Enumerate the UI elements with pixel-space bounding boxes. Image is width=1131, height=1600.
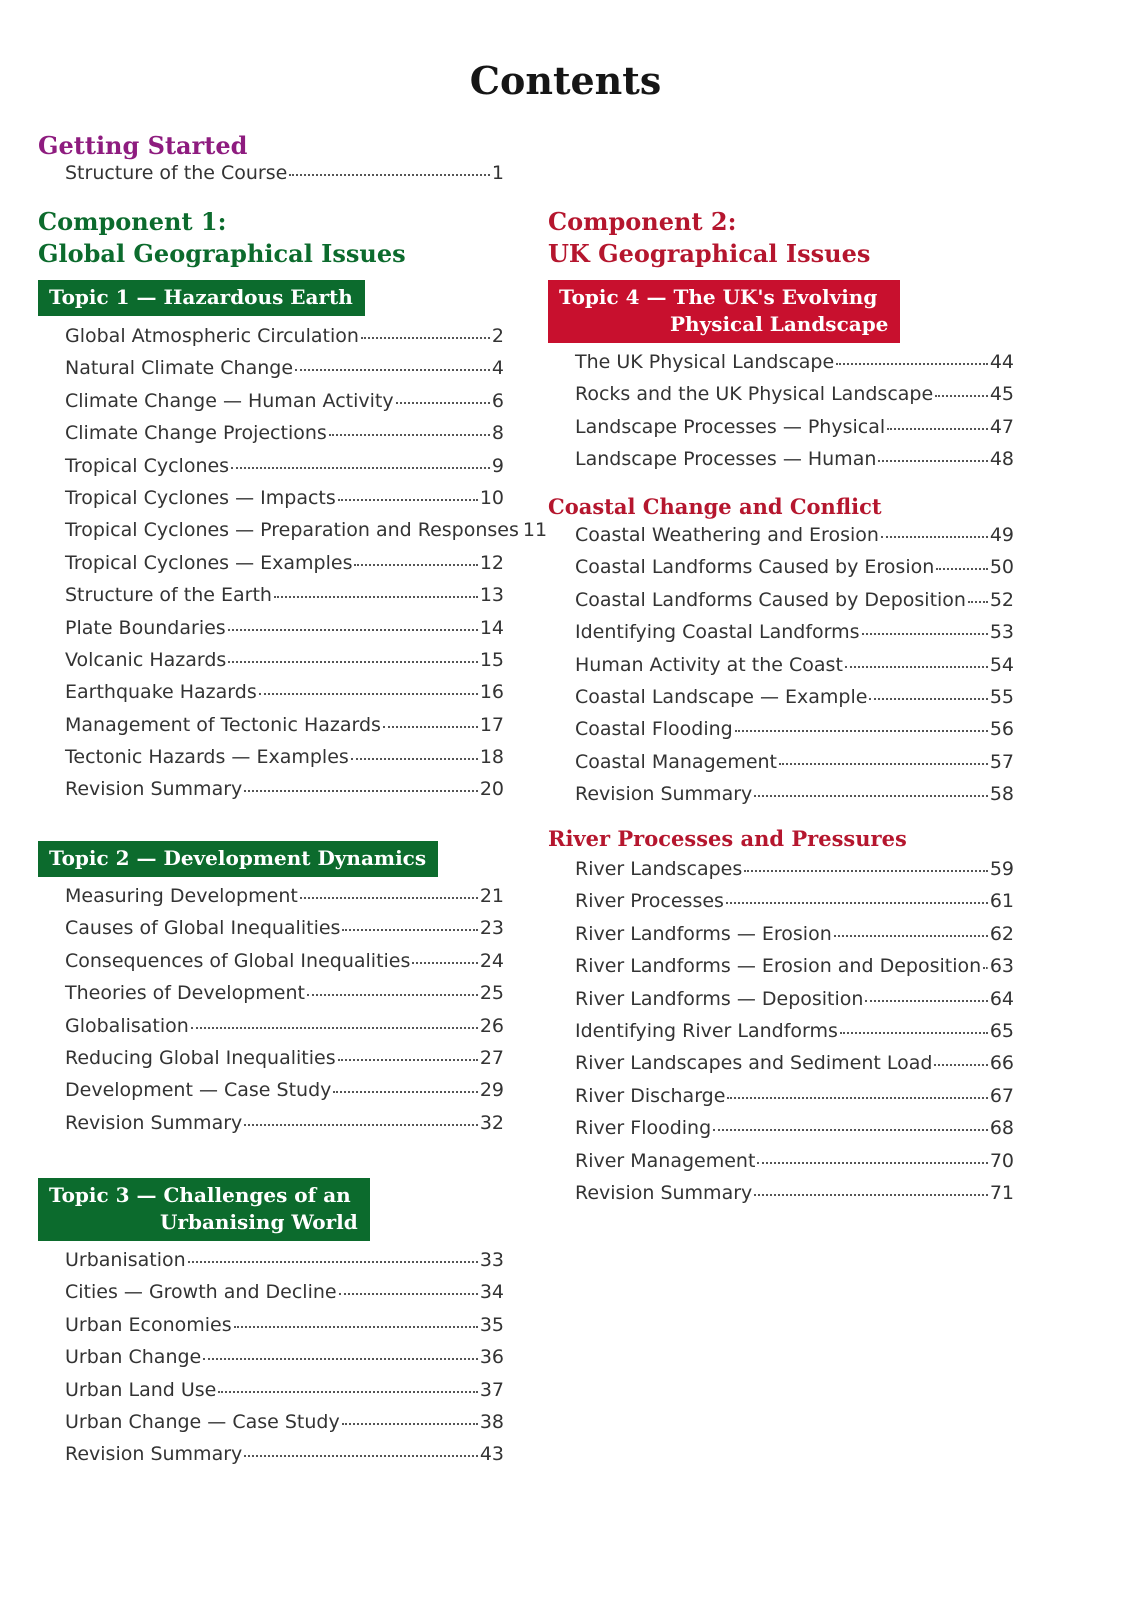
toc-entry-title: Climate Change Projections bbox=[65, 422, 327, 445]
toc-entry bbox=[65, 917, 504, 949]
toc-entry-page: 47 bbox=[989, 415, 1014, 438]
toc-entry bbox=[575, 783, 1014, 815]
topic-2-banner bbox=[38, 841, 438, 877]
getting-started-section bbox=[38, 130, 504, 194]
river-heading: River Processes and Pressures bbox=[548, 826, 907, 851]
toc-entry-page: 9 bbox=[491, 454, 504, 477]
toc-entry bbox=[575, 589, 1014, 621]
dot-leader bbox=[754, 795, 988, 797]
dot-leader bbox=[862, 633, 988, 635]
toc-entry-title: Revision Summary bbox=[65, 1443, 243, 1466]
toc-entry-page: 62 bbox=[989, 922, 1014, 945]
toc-entry-page: 8 bbox=[491, 422, 504, 445]
component-1-heading bbox=[38, 206, 406, 270]
toc-entry-title: Earthquake Hazards bbox=[65, 681, 257, 704]
dot-leader bbox=[244, 790, 478, 792]
toc-entry bbox=[575, 383, 1014, 415]
dot-leader bbox=[307, 994, 478, 996]
dot-leader bbox=[234, 1326, 478, 1328]
toc-entry bbox=[575, 556, 1014, 588]
toc-entry-page: 35 bbox=[479, 1313, 504, 1336]
component-1-heading-line1: Component 1: bbox=[38, 207, 227, 236]
dot-leader bbox=[934, 1064, 987, 1066]
toc-entry-title: River Landforms — Deposition bbox=[575, 987, 864, 1010]
toc-entry-title: Development — Case Study bbox=[65, 1079, 332, 1102]
component-2-heading-line1: Component 2: bbox=[548, 207, 737, 236]
dot-leader bbox=[361, 337, 490, 339]
toc-entry-title: Tropical Cyclones — Examples bbox=[65, 551, 353, 574]
toc-entry-page: 15 bbox=[479, 648, 504, 671]
toc-entry bbox=[575, 858, 1014, 890]
toc-entry-page: 14 bbox=[479, 616, 504, 639]
dot-leader bbox=[757, 1162, 987, 1164]
topic-4-label-line2: Physical Landscape bbox=[670, 312, 889, 336]
toc-entry-page: 48 bbox=[989, 448, 1014, 471]
toc-entry bbox=[575, 955, 1014, 987]
dot-leader bbox=[869, 698, 987, 700]
toc-entry-page: 4 bbox=[491, 357, 504, 380]
toc-entry-page: 55 bbox=[989, 685, 1014, 708]
dot-leader bbox=[289, 174, 490, 176]
toc-entry-page: 70 bbox=[989, 1149, 1014, 1172]
dot-leader bbox=[339, 1293, 478, 1295]
toc-entry-page: 20 bbox=[479, 778, 504, 801]
toc-entry-title: Plate Boundaries bbox=[65, 616, 226, 639]
toc-entry bbox=[65, 1443, 504, 1475]
toc-entry-title: River Landscapes and Sediment Load bbox=[575, 1052, 933, 1075]
toc-entry-title: Tectonic Hazards — Examples bbox=[65, 746, 349, 769]
toc-entry-title: The UK Physical Landscape bbox=[575, 351, 835, 373]
toc-entry-title: Coastal Landscape — Example bbox=[575, 685, 868, 708]
toc-entry-page: 67 bbox=[989, 1084, 1014, 1107]
dot-leader bbox=[231, 467, 490, 469]
toc-entry-page: 61 bbox=[989, 890, 1014, 913]
toc-entry-page: 24 bbox=[479, 949, 504, 972]
toc-entry-title: Coastal Flooding bbox=[575, 718, 733, 741]
toc-entry-page: 65 bbox=[989, 1019, 1014, 1042]
toc-entry-page: 53 bbox=[989, 621, 1014, 644]
toc-entry bbox=[575, 1085, 1014, 1117]
dot-leader bbox=[274, 596, 478, 598]
toc-entry-title: Management of Tectonic Hazards bbox=[65, 713, 381, 736]
toc-entry bbox=[65, 982, 504, 1014]
toc-entry-page: 50 bbox=[989, 556, 1014, 579]
toc-entry bbox=[575, 751, 1014, 783]
coastal-section bbox=[548, 492, 1014, 816]
getting-started-heading: Getting Started bbox=[38, 131, 248, 160]
topic-1-section bbox=[38, 280, 548, 811]
dot-leader bbox=[726, 902, 988, 904]
toc-entry bbox=[65, 1314, 504, 1346]
toc-entry bbox=[575, 621, 1014, 653]
toc-entry-page: 68 bbox=[989, 1117, 1014, 1140]
toc-entry bbox=[65, 390, 504, 422]
toc-entry-page: 36 bbox=[479, 1346, 504, 1369]
toc-entry bbox=[65, 1379, 504, 1411]
toc-entry-title: Tropical Cyclones bbox=[65, 454, 230, 477]
toc-entry bbox=[65, 950, 504, 982]
toc-list bbox=[548, 858, 1014, 1214]
dot-leader bbox=[342, 929, 477, 931]
dot-leader bbox=[383, 726, 478, 728]
toc-entry-title: Rocks and the UK Physical Landscape bbox=[575, 383, 934, 406]
dot-leader bbox=[338, 1059, 478, 1061]
toc-entry-page: 29 bbox=[479, 1079, 504, 1102]
topic-3-section bbox=[38, 1178, 504, 1476]
dot-leader bbox=[840, 1032, 988, 1034]
dot-leader bbox=[218, 1391, 477, 1393]
toc-entry-page: 12 bbox=[479, 551, 504, 574]
toc-entry bbox=[65, 357, 504, 389]
toc-entry bbox=[575, 448, 1014, 480]
toc-entry-page: 17 bbox=[479, 713, 504, 736]
dot-leader bbox=[845, 666, 988, 668]
toc-entry bbox=[65, 1079, 504, 1111]
dot-leader bbox=[295, 369, 490, 371]
toc-list bbox=[38, 162, 504, 194]
toc-entry-title: Human Activity at the Coast bbox=[575, 653, 843, 676]
toc-entry-page: 63 bbox=[989, 955, 1014, 978]
dot-leader bbox=[203, 1358, 478, 1360]
topic-3-label-line1: Topic 3 — Challenges of an bbox=[49, 1183, 351, 1207]
dot-leader bbox=[754, 1194, 988, 1196]
toc-entry-title: River Landscapes bbox=[575, 858, 743, 880]
toc-entry-page: 13 bbox=[479, 584, 504, 607]
toc-entry-title: Cities — Growth and Decline bbox=[65, 1281, 337, 1304]
toc-entry-page: 32 bbox=[479, 1111, 504, 1134]
toc-entry bbox=[575, 1020, 1014, 1052]
toc-entry bbox=[65, 778, 504, 810]
toc-entry bbox=[575, 890, 1014, 922]
toc-entry-title: Coastal Weathering and Erosion bbox=[575, 524, 879, 546]
toc-entry-title: River Flooding bbox=[575, 1117, 712, 1140]
river-section bbox=[548, 824, 1014, 1214]
toc-entry-title: Causes of Global Inequalities bbox=[65, 917, 341, 940]
topic-3-banner bbox=[38, 1178, 370, 1241]
dot-leader bbox=[779, 763, 988, 765]
toc-entry bbox=[575, 654, 1014, 686]
toc-entry-page: 56 bbox=[989, 718, 1014, 741]
toc-list bbox=[548, 524, 1014, 816]
dot-leader bbox=[834, 935, 988, 937]
dot-leader bbox=[338, 499, 478, 501]
toc-entry bbox=[65, 649, 504, 681]
dot-leader bbox=[968, 601, 988, 603]
toc-entry-page: 21 bbox=[479, 885, 504, 907]
toc-entry-title: Volcanic Hazards bbox=[65, 648, 227, 671]
toc-entry-title: Globalisation bbox=[65, 1014, 189, 1037]
toc-entry-title: Urbanisation bbox=[65, 1249, 186, 1271]
toc-entry-title: Tropical Cyclones — Preparation and Responses bbox=[65, 519, 519, 542]
toc-entry bbox=[65, 422, 504, 454]
toc-entry-title: Revision Summary bbox=[575, 783, 753, 806]
toc-entry-title: Natural Climate Change bbox=[65, 357, 294, 380]
toc-entry bbox=[575, 923, 1014, 955]
dot-leader bbox=[744, 870, 988, 872]
toc-entry-page: 10 bbox=[479, 486, 504, 509]
toc-entry bbox=[575, 524, 1014, 556]
toc-entry-title: Structure of the Earth bbox=[65, 584, 272, 607]
toc-entry-title: River Landforms — Erosion and Deposition bbox=[575, 955, 982, 978]
toc-entry bbox=[65, 746, 504, 778]
component-1-heading-line2: Global Geographical Issues bbox=[38, 239, 406, 268]
toc-entry-page: 27 bbox=[479, 1046, 504, 1069]
toc-entry-page: 34 bbox=[479, 1281, 504, 1304]
dot-leader bbox=[983, 967, 988, 969]
toc-entry-title: Urban Land Use bbox=[65, 1378, 217, 1401]
topic-4-banner bbox=[548, 280, 900, 343]
toc-entry-title: Landscape Processes — Physical bbox=[575, 415, 886, 438]
toc-list bbox=[548, 351, 1014, 481]
dot-leader bbox=[727, 1097, 987, 1099]
toc-entry bbox=[65, 1411, 504, 1443]
toc-entry-page: 38 bbox=[479, 1410, 504, 1433]
toc-entry-page: 71 bbox=[989, 1181, 1014, 1204]
toc-entry bbox=[65, 1249, 504, 1281]
toc-list bbox=[38, 885, 504, 1144]
topic-3-label-line2: Urbanising World bbox=[160, 1210, 358, 1234]
toc-list bbox=[38, 1249, 504, 1476]
toc-entry-page: 1 bbox=[491, 162, 504, 184]
toc-entry-title: River Discharge bbox=[575, 1084, 726, 1107]
dot-leader bbox=[329, 434, 490, 436]
toc-entry-page: 59 bbox=[989, 858, 1014, 880]
component-2-heading-line2: UK Geographical Issues bbox=[548, 239, 871, 268]
topic-4-section bbox=[548, 280, 1014, 481]
toc-entry-title: Urban Change bbox=[65, 1346, 202, 1369]
toc-entry bbox=[575, 351, 1014, 383]
toc-entry bbox=[575, 988, 1014, 1020]
dot-leader bbox=[188, 1261, 478, 1263]
toc-entry-page: 44 bbox=[989, 351, 1014, 373]
toc-entry bbox=[575, 718, 1014, 750]
toc-entry-page: 33 bbox=[479, 1249, 504, 1271]
dot-leader bbox=[935, 395, 988, 397]
dot-leader bbox=[259, 693, 478, 695]
toc-entry-title: Theories of Development bbox=[65, 982, 305, 1005]
topic-2-label: Topic 2 — Development Dynamics bbox=[49, 846, 427, 870]
toc-entry-page: 23 bbox=[479, 917, 504, 940]
toc-entry-page: 54 bbox=[989, 653, 1014, 676]
toc-list bbox=[38, 325, 548, 811]
topic-1-label: Topic 1 — Hazardous Earth bbox=[49, 285, 353, 309]
toc-entry-page: 64 bbox=[989, 987, 1014, 1010]
topic-2-section bbox=[38, 841, 504, 1144]
dot-leader bbox=[735, 730, 988, 732]
toc-entry-title: Climate Change — Human Activity bbox=[65, 389, 394, 412]
toc-entry-page: 45 bbox=[989, 383, 1014, 406]
dot-leader bbox=[300, 897, 478, 899]
topic-1-banner bbox=[38, 280, 365, 316]
toc-entry-page: 49 bbox=[989, 524, 1014, 546]
toc-entry-title: Measuring Development bbox=[65, 885, 298, 907]
toc-entry bbox=[65, 681, 504, 713]
toc-entry-title: River Processes bbox=[575, 890, 724, 913]
dot-leader bbox=[878, 460, 987, 462]
toc-entry bbox=[575, 1182, 1014, 1214]
toc-entry bbox=[575, 1117, 1014, 1149]
toc-entry-title: Consequences of Global Inequalities bbox=[65, 949, 411, 972]
toc-entry-page: 52 bbox=[989, 588, 1014, 611]
dot-leader bbox=[865, 1000, 987, 1002]
toc-entry-page: 37 bbox=[479, 1378, 504, 1401]
toc-entry-title: Coastal Management bbox=[575, 750, 778, 773]
toc-entry-page: 2 bbox=[491, 325, 504, 347]
toc-entry-page: 26 bbox=[479, 1014, 504, 1037]
toc-entry bbox=[65, 519, 548, 551]
dot-leader bbox=[713, 1129, 988, 1131]
toc-entry-title: Revision Summary bbox=[65, 1111, 243, 1134]
toc-entry-page: 58 bbox=[989, 783, 1014, 806]
toc-entry bbox=[575, 686, 1014, 718]
toc-entry bbox=[65, 584, 504, 616]
toc-entry-title: Urban Change — Case Study bbox=[65, 1410, 340, 1433]
toc-entry-page: 66 bbox=[989, 1052, 1014, 1075]
toc-entry bbox=[65, 552, 504, 584]
toc-entry bbox=[65, 714, 504, 746]
toc-entry-title: Structure of the Course bbox=[65, 162, 288, 184]
toc-entry-title: River Landforms — Erosion bbox=[575, 922, 832, 945]
topic-4-label-line1: Topic 4 — The UK's Evolving bbox=[559, 285, 878, 309]
toc-entry bbox=[65, 1047, 504, 1079]
toc-entry-title: Identifying River Landforms bbox=[575, 1019, 838, 1042]
dot-leader bbox=[412, 962, 477, 964]
component-2-heading bbox=[548, 206, 870, 270]
toc-entry bbox=[65, 487, 504, 519]
toc-entry-title: Global Atmospheric Circulation bbox=[65, 325, 359, 347]
toc-entry-page: 25 bbox=[479, 982, 504, 1005]
dot-leader bbox=[396, 402, 490, 404]
dot-leader bbox=[887, 428, 988, 430]
dot-leader bbox=[228, 629, 478, 631]
toc-entry-title: Revision Summary bbox=[65, 778, 243, 801]
dot-leader bbox=[333, 1091, 477, 1093]
dot-leader bbox=[836, 363, 988, 365]
dot-leader bbox=[244, 1124, 478, 1126]
toc-entry-title: Identifying Coastal Landforms bbox=[575, 621, 860, 644]
dot-leader bbox=[936, 568, 988, 570]
dot-leader bbox=[244, 1455, 478, 1457]
toc-entry-page: 43 bbox=[479, 1443, 504, 1466]
dot-leader bbox=[342, 1423, 478, 1425]
dot-leader bbox=[191, 1027, 478, 1029]
toc-entry bbox=[65, 1346, 504, 1378]
toc-entry-title: Coastal Landforms Caused by Deposition bbox=[575, 588, 966, 611]
toc-entry bbox=[65, 325, 504, 357]
toc-entry bbox=[65, 1112, 504, 1144]
toc-entry-title: River Management bbox=[575, 1149, 756, 1172]
toc-entry bbox=[65, 885, 504, 917]
toc-entry-page: 18 bbox=[479, 746, 504, 769]
dot-leader bbox=[228, 661, 478, 663]
toc-entry bbox=[65, 1281, 504, 1313]
toc-entry-title: Landscape Processes — Human bbox=[575, 448, 877, 471]
dot-leader bbox=[351, 758, 478, 760]
toc-entry-page: 11 bbox=[522, 519, 548, 542]
toc-entry bbox=[575, 1052, 1014, 1084]
toc-entry bbox=[65, 455, 504, 487]
toc-entry bbox=[575, 1150, 1014, 1182]
toc-entry-title: Reducing Global Inequalities bbox=[65, 1046, 336, 1069]
toc-entry bbox=[65, 617, 504, 649]
toc-entry-page: 6 bbox=[491, 389, 504, 412]
toc-entry-title: Tropical Cyclones — Impacts bbox=[65, 486, 336, 509]
toc-entry-page: 57 bbox=[989, 750, 1014, 773]
toc-entry bbox=[65, 162, 504, 194]
coastal-heading: Coastal Change and Conflict bbox=[548, 494, 882, 519]
toc-entry-title: Revision Summary bbox=[575, 1181, 753, 1204]
toc-entry-title: Coastal Landforms Caused by Erosion bbox=[575, 556, 935, 579]
dot-leader bbox=[354, 564, 477, 566]
toc-entry-page: 16 bbox=[479, 681, 504, 704]
toc-entry bbox=[575, 416, 1014, 448]
toc-entry bbox=[65, 1015, 504, 1047]
page-title: Contents bbox=[469, 58, 662, 103]
dot-leader bbox=[881, 536, 988, 538]
toc-entry-title: Urban Economies bbox=[65, 1313, 232, 1336]
